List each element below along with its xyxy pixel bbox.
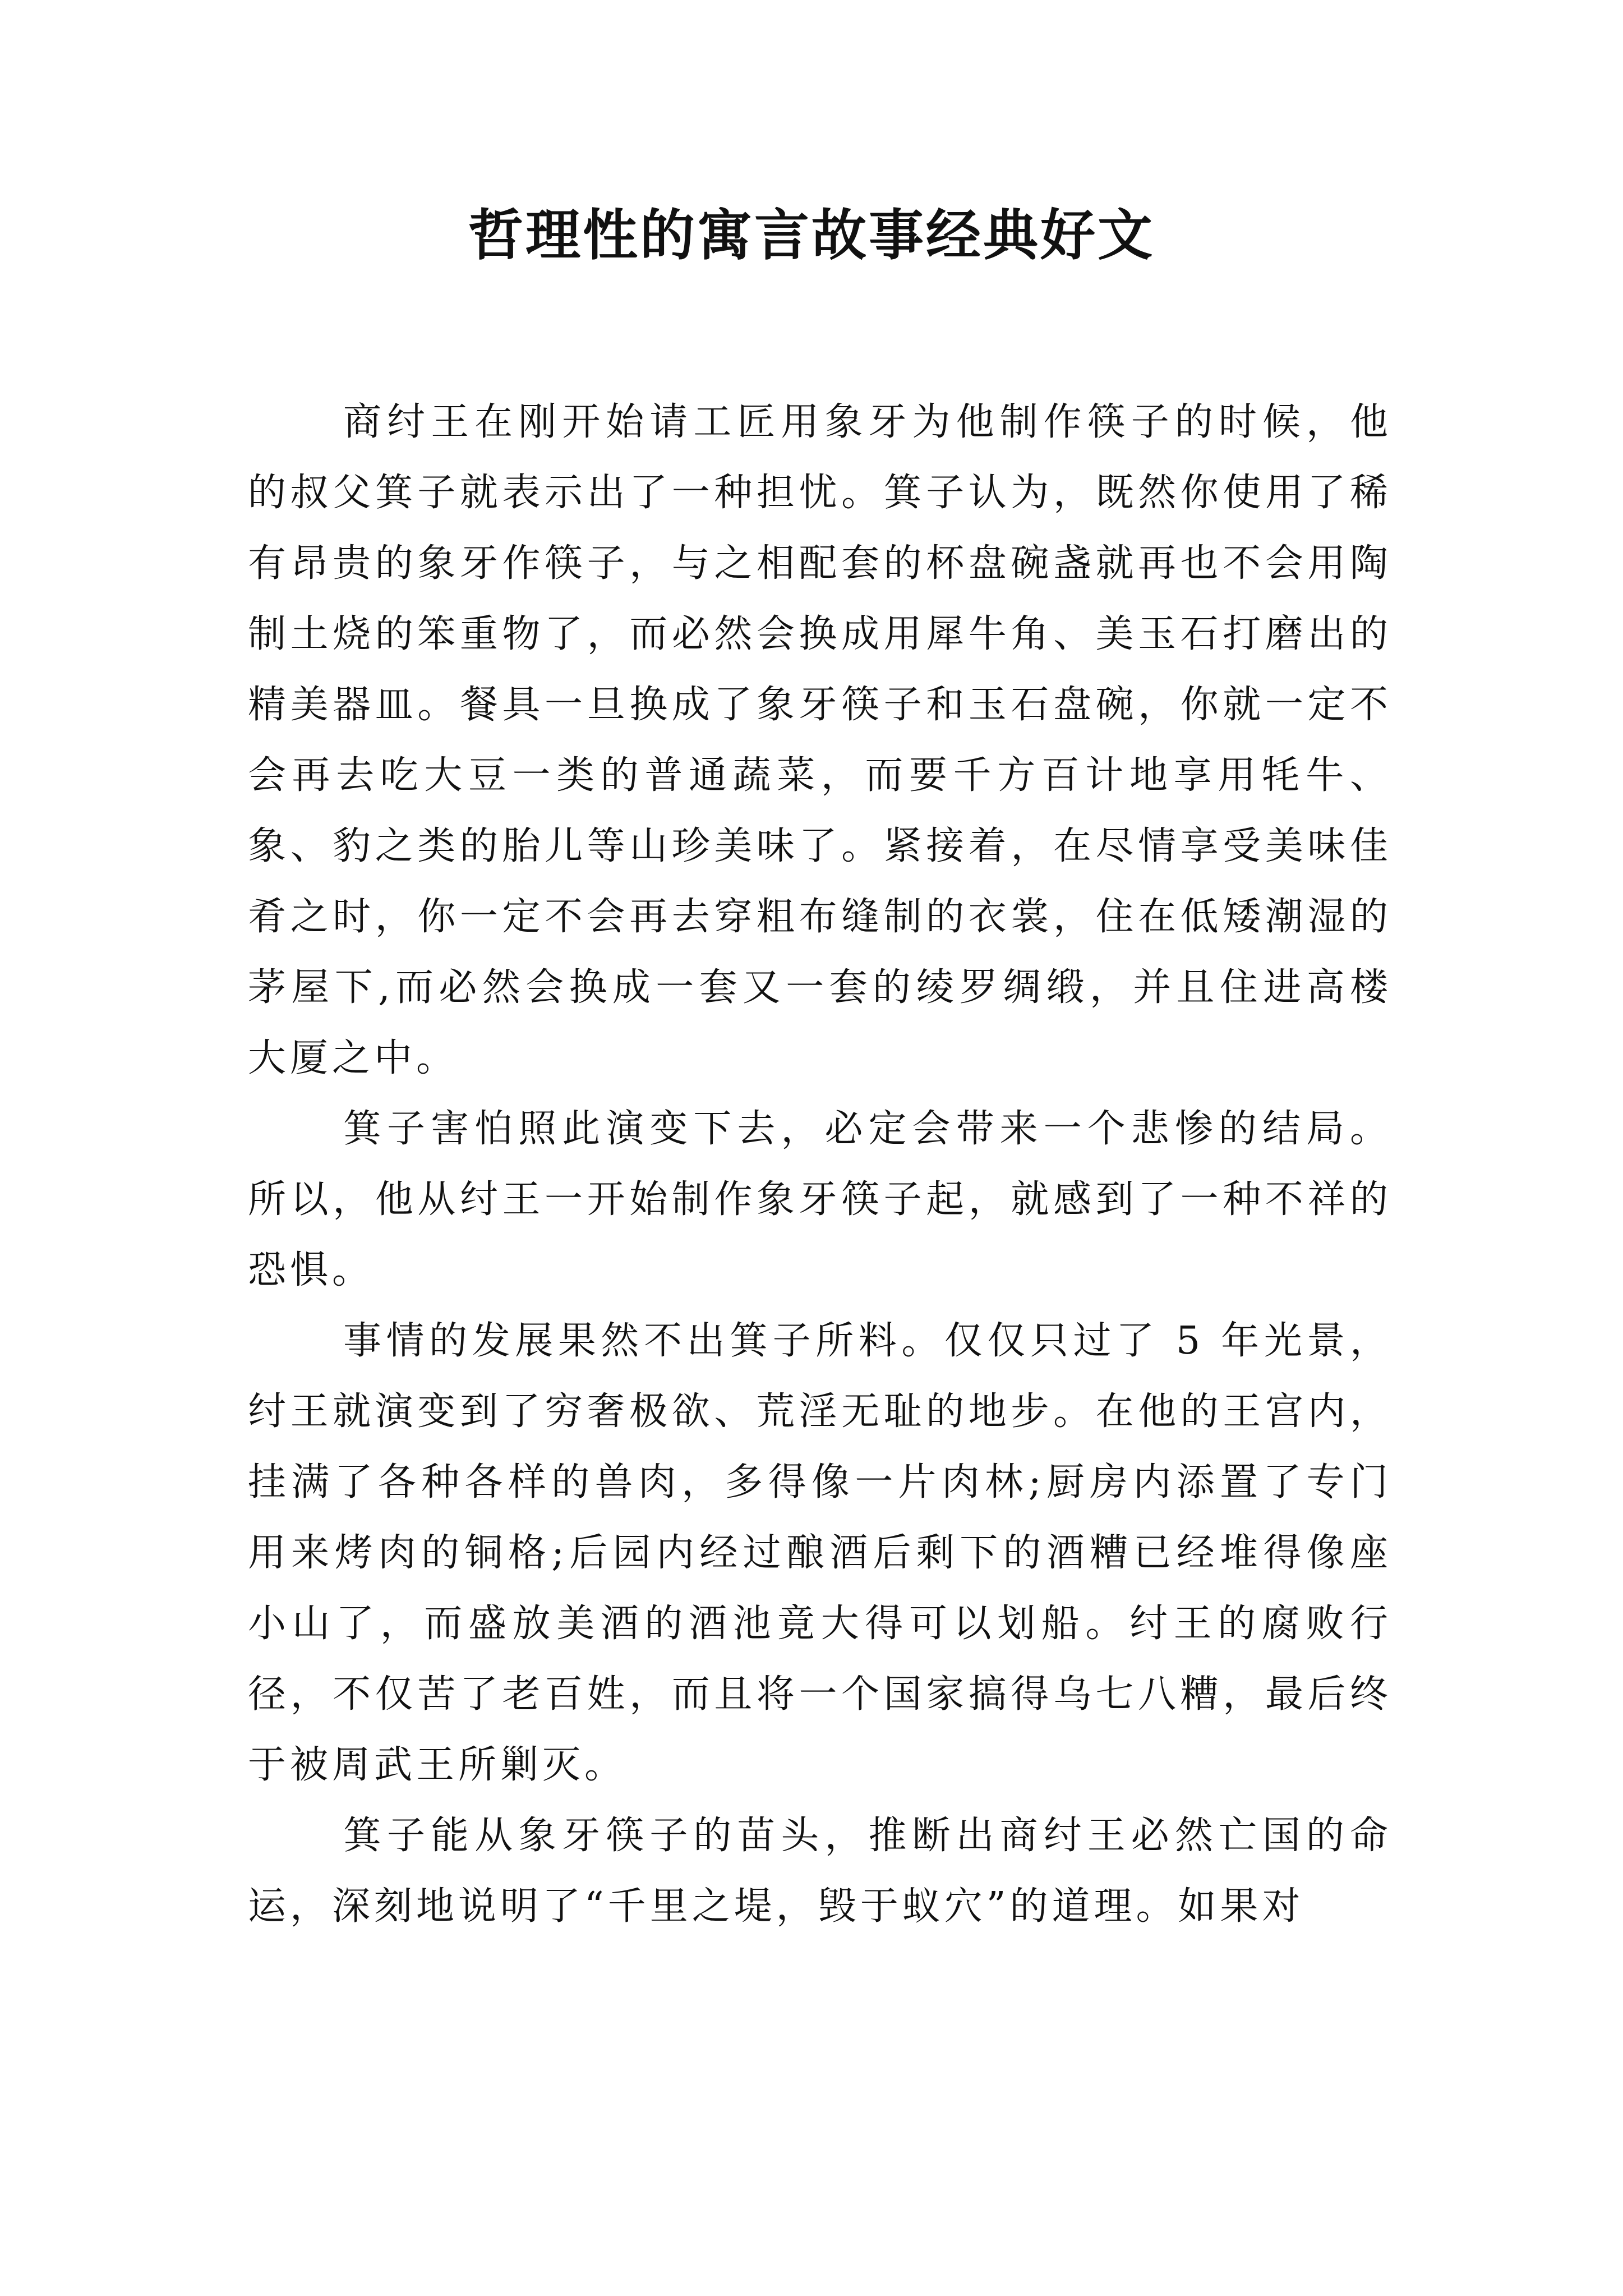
paragraph-4: 箕子能从象牙筷子的苗头，推断出商纣王必然亡国的命运，深刻地说明了“千里之堤，毁于蚁穴”的道理。如果对 [248, 1814, 1392, 1929]
document-title: 哲理性的寓言故事经典好文 [468, 203, 1155, 268]
document-body [248, 387, 1392, 1942]
paragraph-2: 箕子害怕照此演变下去，必定会带来一个悲惨的结局。所以，他从纣王一开始制作象牙筷子起，就感到了一种不祥的恐惧。 [248, 1107, 1392, 1292]
paragraph-3: 事情的发展果然不出箕子所料。仅仅只过了 5 年光景，纣王就演变到了穷奢极欲、荒淫无耻的地步。在他的王宫内，挂满了各种各样的兽肉，多得像一片肉林;厨房内添置了专门用来烤肉的铜格;后园内经过酿酒后剩下的酒糟已经堆得像座小山了，而盛放美酒的酒池竟大得可以划船。纣王的腐败行径，不仅苦了老百姓，而且将一个国家搞得乌七八糟，最后终于被周武王所剿灭。 [248, 1319, 1392, 1787]
paragraph-1: 商纣王在刚开始请工匠用象牙为他制作筷子的时候，他的叔父箕子就表示出了一种担忧。箕子认为，既然你使用了稀有昂贵的象牙作筷子，与之相配套的杯盘碗盏就再也不会用陶制土烧的笨重物了，而必然会换成用犀牛角、美玉石打磨出的精美器皿。餐具一旦换成了象牙筷子和玉石盘碗，你就一定不会再去吃大豆一类的普通蔬菜，而要千方百计地享用牦牛、象、豹之类的胎儿等山珍美味了。紧接着，在尽情享受美味佳肴之时，你一定不会再去穿粗布缝制的衣裳，住在低矮潮湿的茅屋下,而必然会换成一套又一套的绫罗绸缎，并且住进高楼大厦之中。 [248, 400, 1392, 1080]
